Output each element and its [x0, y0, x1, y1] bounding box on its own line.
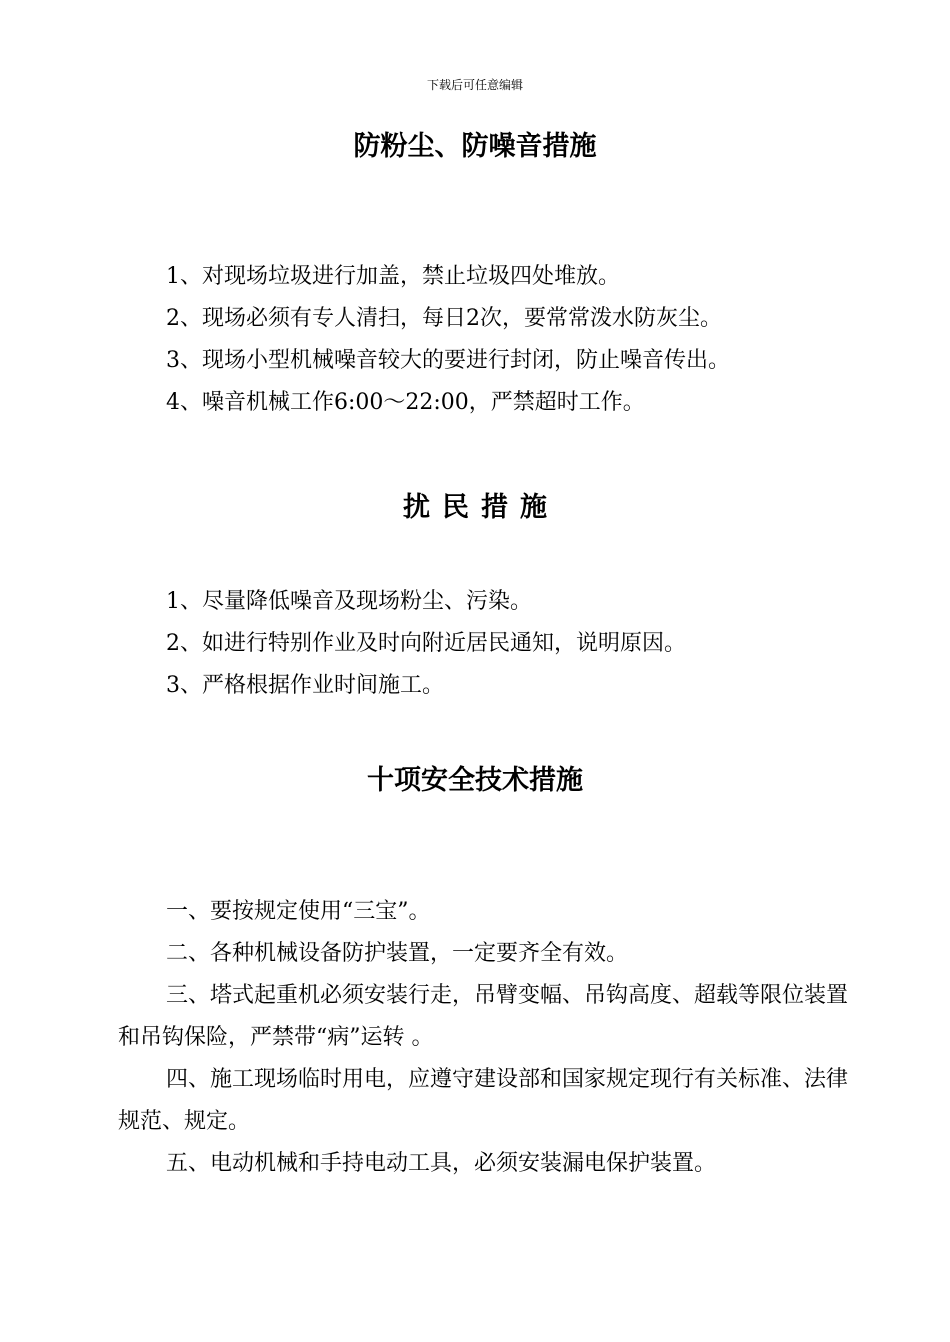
disturbance-list	[166, 581, 686, 707]
dust-noise-list	[166, 256, 730, 424]
section-title-dust-noise: 防粉尘、防噪音措施	[353, 131, 597, 162]
list-item: 4、噪音机械工作6:00～22:00，严禁超时工作。	[166, 390, 645, 415]
list-item: 3、现场小型机械噪音较大的要进行封闭，防止噪音传出。	[166, 348, 730, 373]
list-item: 五、电动机械和手持电动工具，必须安装漏电保护装置。	[166, 1151, 717, 1176]
list-item: 2、如进行特别作业及时向附近居民通知，说明原因。	[166, 631, 686, 656]
list-item: 二、各种机械设备防护装置，一定要齐全有效。	[166, 941, 629, 966]
list-item: 四、施工现场临时用电，应遵守建设部和国家规定现行有关标准、法律规范、规定。	[118, 1067, 849, 1134]
list-item: 1、尽量降低噪音及现场粉尘、污染。	[166, 589, 532, 614]
list-item: 一、要按规定使用“三宝”。	[166, 899, 431, 924]
list-item: 2、现场必须有专人清扫，每日2次，要常常泼水防灰尘。	[166, 306, 722, 331]
list-item: 三、塔式起重机必须安装行走，吊臂变幅、吊钩高度、超载等限位装置和吊钩保险，严禁带“病”运转 。	[118, 983, 849, 1050]
section-title-safety-measures: 十项安全技术措施	[367, 765, 583, 796]
section-title-disturbance: 扰民措施	[403, 492, 559, 523]
safety-measures-list	[118, 891, 858, 1185]
list-item: 1、对现场垃圾进行加盖，禁止垃圾四处堆放。	[166, 264, 620, 289]
list-item: 3、严格根据作业时间施工。	[166, 673, 444, 698]
page-header-note: 下载后可任意编辑	[426, 78, 523, 92]
